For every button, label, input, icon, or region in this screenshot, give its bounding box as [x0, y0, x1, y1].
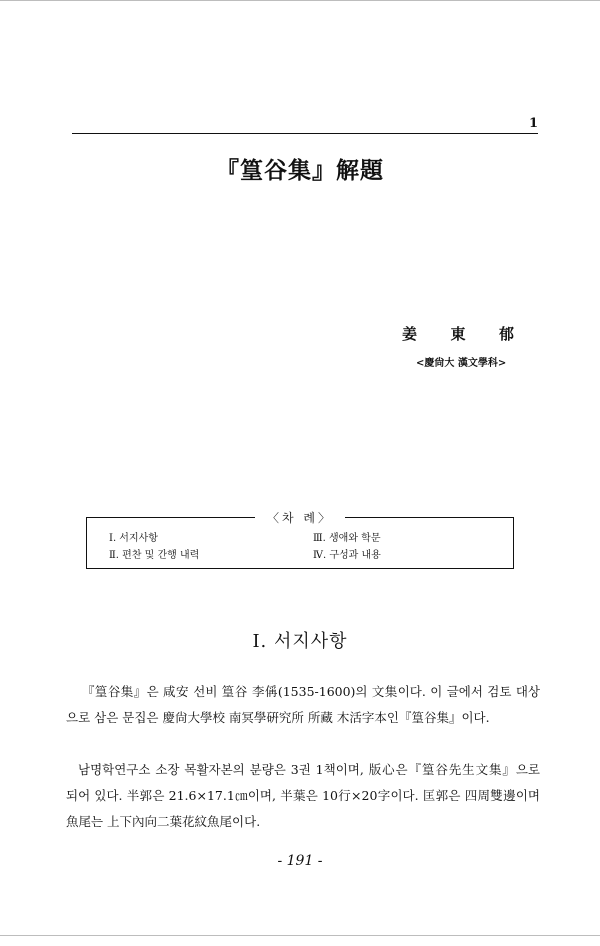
author-char: 東 — [450, 325, 466, 343]
section-heading: Ⅰ. 서지사항 — [252, 631, 348, 652]
page-title: 『篁谷集』解題 — [216, 157, 384, 184]
author-affiliation: <慶尙大 漢文學科> — [416, 358, 507, 369]
author-char: 姜 — [402, 325, 418, 343]
toc-item: Ⅱ. 편찬 및 간행 내력 — [109, 550, 200, 561]
author-name — [402, 323, 514, 344]
page-number: 1 — [528, 116, 538, 131]
toc-title-text: 〈차 례〉 — [255, 511, 345, 525]
top-border — [0, 0, 600, 1]
toc-item: Ⅳ. 구성과 내용 — [313, 550, 381, 561]
body-paragraph: 『篁谷集』은 咸安 선비 篁谷 李偁(1535-1600)의 文集이다. 이 글에서 검토 대상으로 삼은 문집은 慶尙大學校 南冥學硏究所 所藏 木活字本인『篁谷集』이다. — [66, 684, 540, 725]
author-char: 郁 — [498, 325, 514, 343]
toc-item: Ⅰ. 서지사항 — [109, 533, 158, 544]
toc-title — [87, 507, 513, 526]
header-rule — [72, 133, 538, 134]
toc-item: Ⅲ. 생애와 학문 — [313, 533, 381, 544]
bottom-border — [0, 935, 600, 936]
table-of-contents — [86, 511, 514, 569]
body-paragraph: 남명학연구소 소장 목활자본의 분량은 3권 1책이며, 版心은『篁谷先生文集』으로 되어 있다. 半郭은 21.6×17.1㎝이며, 半葉은 10行×20字이다. 匡郭은 四周雙邊이며 魚尾는 上下內向二葉花紋魚尾이다. — [66, 762, 540, 829]
page-footer: - 191 - — [277, 853, 323, 869]
